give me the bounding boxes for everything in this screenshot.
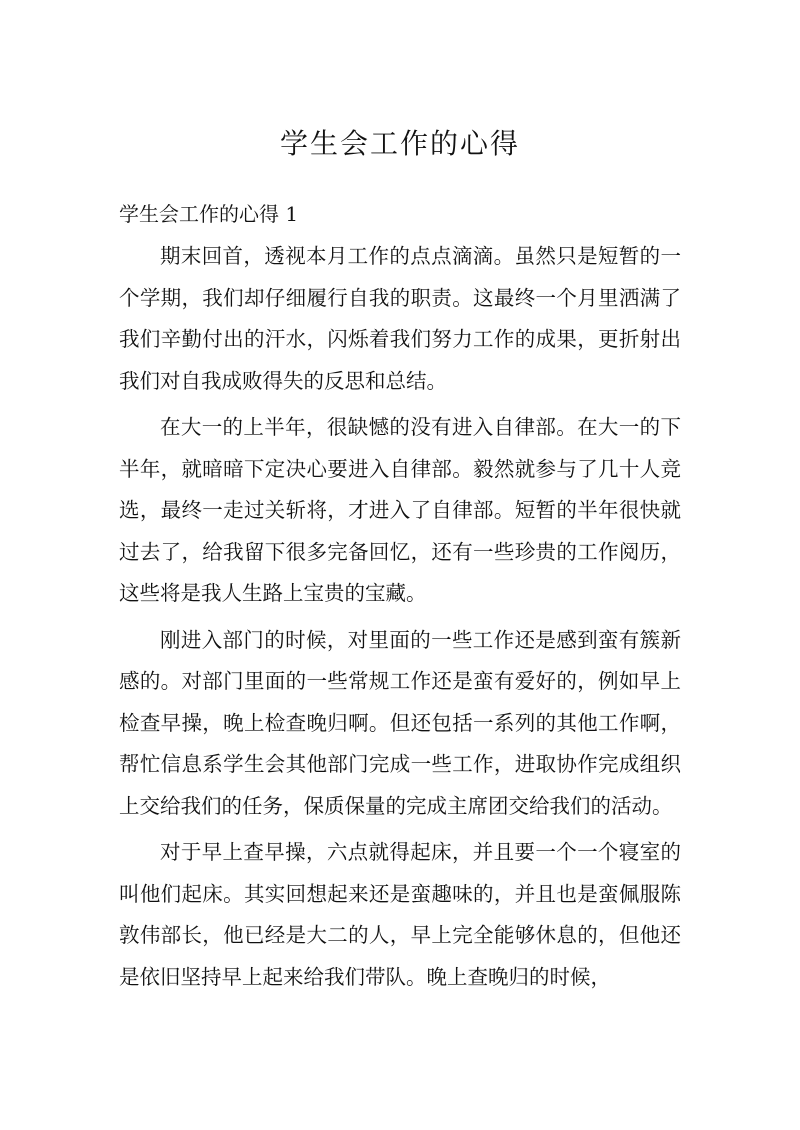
document-title: 学生会工作的心得 (279, 127, 520, 160)
paragraph: 期末回首，透视本月工作的点点滴滴。虽然只是短暂的一个学期，我们却仔细履行自我的职责。这最终一个月里洒满了我们辛勤付出的汗水，闪烁着我们努力工作的成果，更折射出我们对自我成败得失的反思和总结。 (119, 244, 681, 393)
section-heading: 学生会工作的心得 1 (119, 202, 299, 226)
document-body (119, 236, 681, 1003)
paragraph: 对于早上查早操，六点就得起床，并且要一个一个寝室的叫他们起床。其实回想起来还是蛮趣味的，并且也是蛮佩服陈敦伟部长，他已经是大二的人，早上完全能够休息的，但他还是依旧坚持早上起来给我们带队。晚上查晚归的时候， (119, 840, 681, 989)
paragraph: 在大一的上半年，很缺憾的没有进入自律部。在大一的下半年，就暗暗下定决心要进入自律部。毅然就参与了几十人竞选，最终一走过关斩将，才进入了自律部。短暂的半年很快就过去了，给我留下很多完备回忆，还有一些珍贵的工作阅历，这些将是我人生路上宝贵的宝藏。 (119, 415, 681, 605)
paragraph: 刚进入部门的时候，对里面的一些工作还是感到蛮有簇新感的。对部门里面的一些常规工作还是蛮有爱好的，例如早上检查早操，晚上检查晚归啊。但还包括一系列的其他工作啊，帮忙信息系学生会其他部门完成一些工作，进取协作完成组织上交给我们的任务，保质保量的完成主席团交给我们的活动。 (119, 627, 681, 818)
